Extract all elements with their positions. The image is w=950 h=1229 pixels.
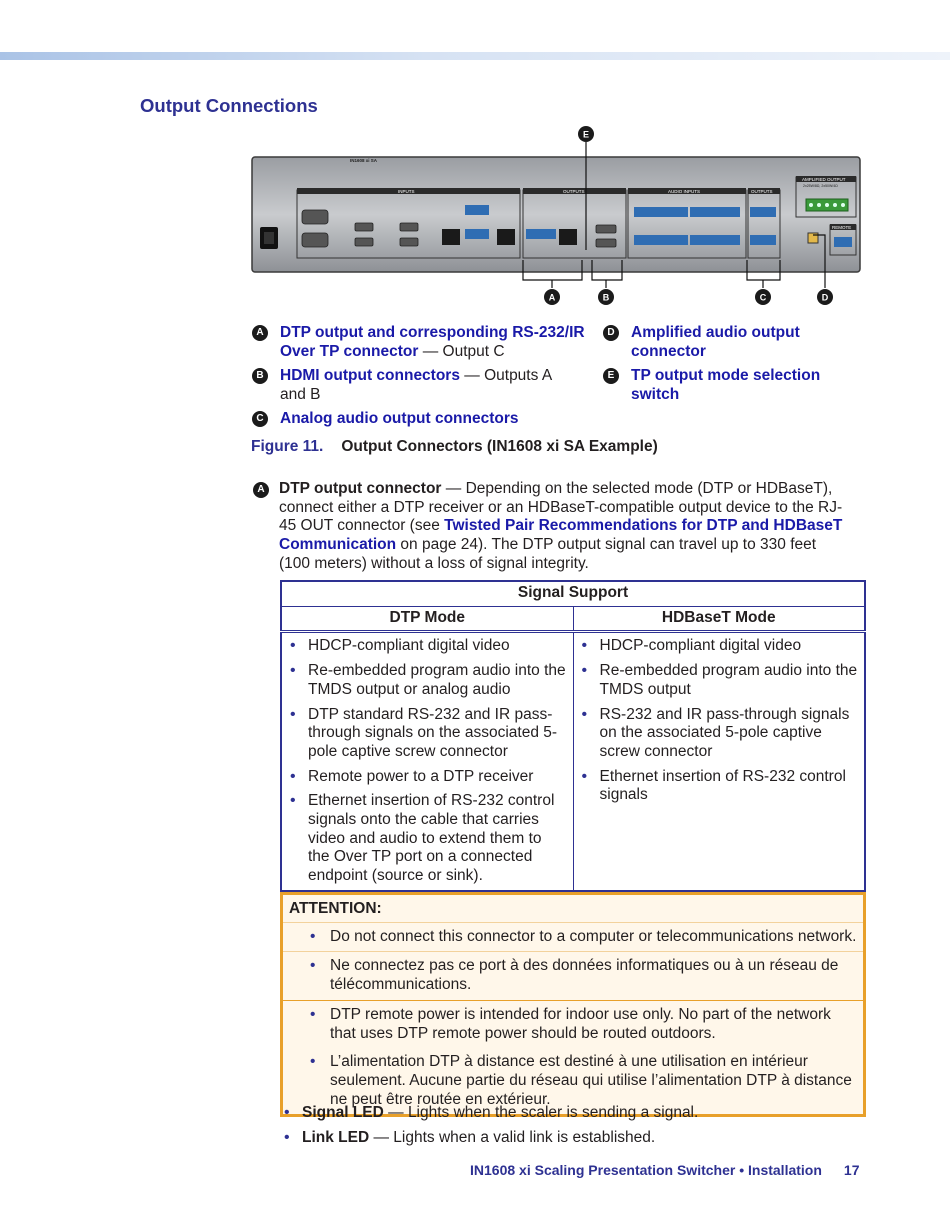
attention-item: • L’alimentation DTP à distance est destiné à une utilisation en intérieur seulement. Aucune partie du réseau qui utilise l’alimentation DTP à distance ne peut être routée en extérieur. (283, 1048, 863, 1114)
led-text: — Lights when a valid link is established. (369, 1128, 656, 1146)
led-label: Signal LED (302, 1104, 384, 1121)
legend-link-a[interactable]: DTP output and corresponding RS-232/IR Over TP connector (280, 324, 585, 360)
legend-link-e[interactable]: TP output mode selection switch (631, 367, 821, 403)
attention-item: • Ne connectez pas ce port à des données informatiques ou à un réseau de télécommunications. (283, 951, 863, 999)
figure-caption (251, 438, 658, 456)
callout-e-badge (578, 126, 594, 142)
list-item: • RS-232 and IR pass-through signals on the associated 5-pole captive screw connector (578, 706, 859, 762)
paragraph-text-1: — Depending on the selected mode (DTP or HDBaseT), connect either a DTP receiver or an HDBaseT-compatible output device to the RJ-45 OUT connector (see (279, 480, 843, 535)
badge-c: C (252, 411, 268, 427)
callout-a-badge (544, 289, 560, 305)
amplified-spec: 2x25W/8Ω, 2x50W/4Ω (803, 184, 838, 188)
col-header-dtp: DTP Mode (281, 606, 573, 632)
dtp-features-cell (281, 632, 573, 891)
signal-support-table (280, 580, 866, 892)
callout-c-badge (755, 289, 771, 305)
legend-rest-a: — Output C (418, 343, 505, 360)
group-amplified-label: AMPLIFIED OUTPUT (802, 177, 846, 182)
list-item: • DTP standard RS-232 and IR pass-through signals on the associated 5-pole captive screw connector (286, 706, 567, 762)
figure-number: Figure 11. (251, 438, 324, 455)
header-bar (0, 52, 950, 60)
legend-link-b[interactable]: HDMI output connectors (280, 367, 460, 384)
led-item-link (280, 1129, 880, 1148)
group-outputs-label: OUTPUTS (563, 189, 585, 194)
attention-item: • DTP remote power is intended for indoor use only. No part of the network that uses DTP remote power should be routed outdoors. (283, 1000, 863, 1048)
list-item: • HDCP-compliant digital video (578, 637, 859, 656)
list-item: • Ethernet insertion of RS-232 control signals onto the cable that carries video and audio to extend them to the Over TP port on a connected endpoint (source or sink). (286, 792, 567, 886)
group-inputs-label: INPUTS (398, 189, 415, 194)
list-item: • Re-embedded program audio into the TMDS output or analog audio (286, 662, 567, 699)
legend-link-d[interactable]: Amplified audio output connector (631, 324, 800, 360)
list-item: • HDCP-compliant digital video (286, 637, 567, 656)
svg-text:A: A (548, 292, 556, 303)
legend-item-e (603, 366, 833, 404)
paragraph-text-2: on page 24). The DTP output signal can travel up to 330 feet (100 meters) without a loss of signal integrity. (279, 536, 817, 572)
group-audio-outputs-label: OUTPUTS (751, 189, 773, 194)
hdbaset-features-cell (573, 632, 865, 891)
attention-item: • Do not connect this connector to a computer or telecommunications network. (283, 922, 863, 952)
footer-text: IN1608 xi Scaling Presentation Switcher • Installation (470, 1162, 822, 1178)
led-label: Link LED (302, 1128, 370, 1146)
badge-a: A (252, 325, 268, 341)
callout-b-badge (598, 289, 614, 305)
page-footer (470, 1162, 859, 1178)
legend-item-b (252, 366, 572, 404)
panel-model-label: IN1608 xi SA (350, 158, 378, 163)
legend-rest-b: — Outputs A and B (280, 367, 552, 403)
svg-text:D: D (821, 292, 829, 303)
callout-d-badge (817, 289, 833, 305)
attention-box (280, 892, 866, 1117)
svg-text:B: B (602, 292, 610, 303)
led-item-signal (280, 1104, 880, 1123)
paragraph-lead: DTP output connector (279, 480, 442, 497)
twisted-pair-link[interactable]: Twisted Pair Recommendations for DTP and HDBaseT Communication (279, 517, 843, 554)
badge-a-paragraph: A (253, 482, 269, 498)
badge-d: D (603, 325, 619, 341)
svg-text:C: C (759, 292, 767, 303)
led-list (280, 1104, 880, 1153)
list-item: • Ethernet insertion of RS-232 control signals (578, 768, 859, 805)
col-header-hdbaset: HDBaseT Mode (573, 606, 865, 632)
legend-item-c (252, 409, 592, 428)
badge-e: E (603, 368, 619, 384)
rear-panel-figure (250, 125, 865, 310)
attention-title: ATTENTION: (289, 900, 382, 917)
legend-item-d (603, 323, 833, 361)
led-text: — Lights when the scaler is sending a signal. (383, 1104, 699, 1121)
svg-text:E: E (582, 129, 590, 140)
list-item: • Remote power to a DTP receiver (286, 768, 567, 787)
group-remote-label: REMOTE (832, 225, 852, 230)
group-audio-inputs-label: AUDIO INPUTS (668, 189, 701, 194)
section-title: Output Connections (140, 95, 318, 116)
badge-b: B (252, 368, 268, 384)
legend-link-c[interactable]: Analog audio output connectors (280, 410, 519, 427)
list-item: • Re-embedded program audio into the TMDS output (578, 662, 859, 699)
table-title: Signal Support (281, 581, 865, 606)
page-number: 17 (843, 1162, 860, 1178)
figure-caption-text: Output Connectors (IN1608 xi SA Example) (341, 438, 658, 455)
dtp-paragraph (251, 480, 851, 574)
legend-item-a (252, 323, 592, 361)
